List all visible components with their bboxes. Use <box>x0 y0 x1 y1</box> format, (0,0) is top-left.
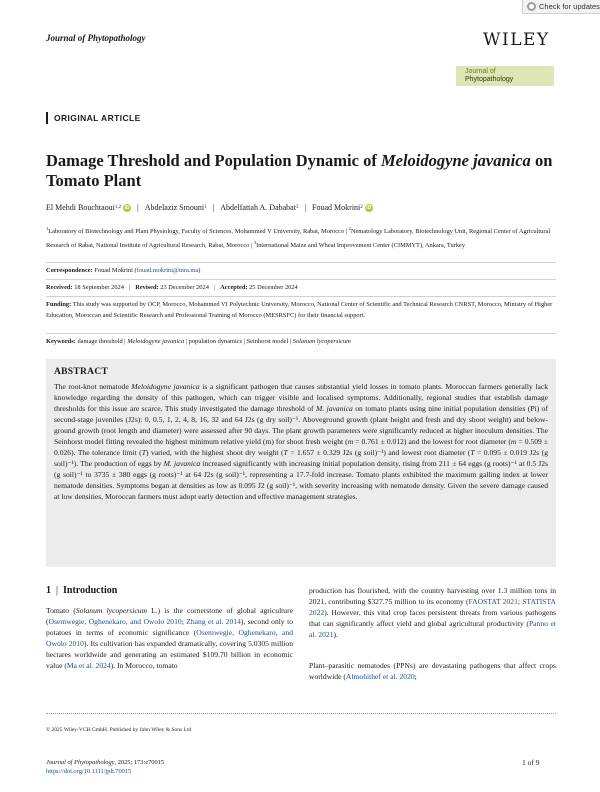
abs-s4i: m <box>510 437 517 446</box>
correspondence-close: ) <box>198 267 201 274</box>
divider <box>46 296 556 297</box>
divider <box>46 279 556 280</box>
accepted-date <box>209 283 298 294</box>
article-dates <box>46 283 556 294</box>
abs-s6: ) varied, with the highest shoot dry weight ( <box>145 448 284 457</box>
journal-logo-line2: Phytopathology <box>465 76 514 83</box>
abstract-text <box>54 381 548 502</box>
abs-s8i: M. javanica <box>163 459 201 468</box>
t: ; <box>517 597 523 606</box>
author-list <box>46 203 373 212</box>
received-label: Received: <box>46 284 73 291</box>
abs-s1: The root-knot nematode <box>54 382 132 391</box>
abs-s8: = 0.095 ± 0.019 J2s (g soil)⁻¹). The production of eggs by <box>54 448 548 468</box>
abs-s2i: M. javanica <box>316 404 353 413</box>
t: L.) is the cornerstone of global agriculture ( <box>46 606 293 626</box>
section-sep: | <box>56 585 59 596</box>
affiliation-1: Laboratory of Biotechnology and Plant Physiology, Faculty of Sciences, Mohammed V University, Rabat, Morocco <box>48 228 345 236</box>
t: production has flourished, with the country harvesting over 1.3 million tons in 2021, contributing $327.75 million to its economy ( <box>309 586 556 606</box>
author-separator: | <box>137 203 139 212</box>
funding <box>46 300 556 321</box>
accepted-label: Accepted: <box>220 284 248 291</box>
author-name[interactable]: Fouad Mokrini <box>312 203 361 212</box>
author-sup: 1,2 <box>114 205 122 210</box>
abs-s3: on tomato plants using nine initial population densities (Pi) of second-stage juveniles (J2s): 0, 0.5, 1, 2, 4, 8, 16, 32 and 64 J2s (g dry soil)⁻¹. Aboveground growth (plant height and fresh and dry shoot weight) and below-ground growth (root length and diameter) were assessed after 90 days. The plant growth parameters were significantly reduced at higher inoculum densities. The Seinhorst model fitting revealed the highest minimum relative yield (m) for shoot fresh weight ( <box>54 404 548 446</box>
abs-s1i: Meloidogyne javanica <box>131 382 200 391</box>
keyword: population dynamics <box>188 338 243 345</box>
abs-s2: is a significant pathogen that causes substantial yield losses in tomato plants. Moroccan farmers generally lack knowledge regarding the density of this pathogen, which can trigger visible and localised symptoms. Additionally, regional studies that establish damage thresholds for this issue are scarce. This study investigated the damage threshold of <box>54 382 548 413</box>
citation-link[interactable]: Ma et al. 2024 <box>66 661 111 670</box>
t: ; <box>181 617 187 626</box>
citation-link[interactable]: Osemwegie, Oghenekaro, and Owolo 2010 <box>48 617 182 626</box>
citation-link[interactable]: Almohithef et al. 2020 <box>345 672 415 681</box>
author-name[interactable]: El Mehdi Bouchtaoui <box>46 203 115 212</box>
citation-link[interactable]: Osemwegie, Oghenekaro, and Owolo 2010 <box>46 628 293 648</box>
keywords-label: Keywords: <box>46 338 76 345</box>
article-type: ORIGINAL ARTICLE <box>46 112 141 124</box>
author-separator: | <box>304 203 307 212</box>
abs-s7i: T <box>470 448 475 457</box>
abstract-heading: ABSTRACT <box>54 367 109 377</box>
journal-logo <box>456 66 554 86</box>
funding-text: This study was supported by OCP, Morocco, Mohammed VI Polytechnic University, Morocco, National Center of Scientific and Technical Research CNRST, Morocco, Ministry of Higher Education, Moroccan and Scientific Research and Professional Training of Morocco (MESRSFC) for their financial support. <box>46 301 553 319</box>
t: Tomato ( <box>46 606 76 615</box>
divider <box>46 333 556 334</box>
journal-header: Journal of Phytopathology <box>46 33 146 43</box>
intro-column-left <box>46 605 293 671</box>
author-sup: 2 <box>360 205 363 210</box>
affiliations: $^1$Laboratory of Biotechnology and Plant Physiology, Faculty of Sciences, Mohammed V University, Rabat, Morocco | $^2$Nematology Laboratory, Biotechnology Unit, Regional Center of Agricultural Research of Rabat, National Institute of Agricultural Research, Rabat, Morocco | $^3$International Maize and Wheat Improvement Center (CIMMYT), Ankara, Turkey <box>46 226 551 249</box>
publisher-logo: WILEY <box>483 30 550 50</box>
title-part2: on Tomato Plant <box>46 151 553 190</box>
correspondence-label: Correspondence: <box>46 267 93 274</box>
intro-paragraph-2 <box>309 660 556 682</box>
abs-s4: = 0.761 ± 0.012) and the lowest for root diameter ( <box>353 437 511 446</box>
revised-label: Revised: <box>135 284 159 291</box>
t: Plant–parasitic nematodes (PPNs) are devastating pathogens that affect crops worldwide ( <box>309 661 556 681</box>
t: ). Its cultivation has expanded dramatically, covering 5.0305 million hectares worldwide and generating an estimated $109.70 billion in economic value ( <box>46 639 293 670</box>
keyword: Solanum lycopersicum <box>292 338 351 345</box>
citation-link[interactable]: STATISTA 2022 <box>309 597 557 617</box>
title-italic: Meloidogyne javanica <box>380 151 531 170</box>
article-title <box>46 151 566 191</box>
keyword: Meloidogyne javanica <box>127 338 185 345</box>
t: Solanum lycopersicum <box>75 606 147 615</box>
abs-s6i: T <box>283 448 288 457</box>
revised-value: 23 December 2024 <box>160 284 209 291</box>
abs-s3i: m <box>347 437 354 446</box>
orcid-icon[interactable]: iD <box>366 204 372 211</box>
funding-label: Funding: <box>46 301 72 308</box>
author-sup: 1 <box>204 205 207 210</box>
t: ; <box>414 672 417 681</box>
orcid-icon[interactable]: iD <box>124 204 130 211</box>
affiliation-2: Nematology Laboratory, Biotechnology Unit, Regional Center of Agricultural Research of Rabat, National Institute of Agricultural Research, Rabat, Morocco <box>46 228 551 249</box>
journal-logo-line1: Journal of <box>465 68 496 75</box>
t: ). In Morocco, tomato <box>110 661 178 670</box>
correspondence-email[interactable]: fouad.mokrini@inra.ma <box>136 267 199 274</box>
author-name[interactable]: Abdelaziz Smouni <box>144 203 205 212</box>
check-for-updates-badge[interactable] <box>522 0 600 14</box>
page-number: 1 of 9 <box>522 758 540 767</box>
author-sup: 3 <box>295 205 299 210</box>
intro-column-right <box>309 585 556 640</box>
section-number: 1 <box>46 585 51 596</box>
affiliation-3: International Maize and Wheat Improvement Center (CIMMYT), Ankara, Turkey <box>256 241 466 249</box>
doi-link[interactable]: https://doi.org/10.1111/jph.70015 <box>46 768 132 775</box>
abs-s5: = 0.509 ± 0.026). The tolerance limit ( <box>54 437 549 457</box>
footer-rule <box>46 713 556 714</box>
received-value: 18 September 2024 <box>74 284 124 291</box>
abs-s5i: T <box>141 448 146 457</box>
author-name[interactable]: Abdelfattah A. Dababat <box>220 203 296 212</box>
correspondence-name: Fouad Mokrini ( <box>94 267 137 274</box>
accepted-value: 25 December 2024 <box>249 284 298 291</box>
abs-s9: increased significantly with increasing initial population density, rising from 211 ± 64 eggs (g roots)⁻¹ at 0.5 J2s (g soil)⁻¹ to 3735 ± 380 eggs (g roots)⁻¹ at 64 J2s (g soil)⁻¹, representing a 17.7-fold increase. Tomato plants exhibited the maximum galling index at lower nematode densities. Symptoms began at densities as low as 0.095 J2 (g soil)⁻¹, with severity increasing with nematode density. Given the severe damage caused at low densities, Moroccan farmers must adopt early detection and effective management strategies. <box>54 459 548 501</box>
keywords: Keywords: damage threshold | Meloidogyne javanica | population dynamics | Seinhorst model | Solanum lycopersicum <box>46 338 351 345</box>
author-separator: | <box>212 203 215 212</box>
title-part1: Damage Threshold and Population Dynamic of <box>46 151 381 170</box>
t: ). However, this vital crop faces persistent threats from various pathogens that can significantly affect yield and global agricultural productivity ( <box>309 608 556 628</box>
citation-link[interactable]: Zhang et al. 2014 <box>186 617 241 626</box>
divider <box>46 262 556 263</box>
section-heading <box>46 585 117 596</box>
t: ), second only to potatoes in terms of economic significance ( <box>46 617 293 637</box>
check-for-updates-label: Check for updates <box>539 2 600 11</box>
correspondence <box>46 266 556 277</box>
citation-link[interactable]: Panno et al. 2021 <box>309 619 556 639</box>
abs-s7: = 1.657 ± 0.329 J2s (g soil)⁻¹) and lowest root diameter ( <box>287 448 471 457</box>
keyword: Seinhorst model <box>246 338 289 345</box>
abstract-box <box>46 359 556 567</box>
section-title: Introduction <box>63 585 118 596</box>
copyright: © 2025 Wiley-VCH GmbH. Published by John Wiley & Sons Ltd <box>46 727 192 733</box>
t: ). <box>333 630 338 639</box>
footer-volume: , 2025; 173:e70015 <box>114 759 165 766</box>
revised-date <box>124 283 209 294</box>
received-date <box>46 283 124 294</box>
journal-citation <box>46 758 164 776</box>
footer-journal: Journal of Phytopathology <box>46 759 115 766</box>
keyword: damage threshold <box>77 338 123 345</box>
citation-link[interactable]: FAOSTAT 2021 <box>468 597 518 606</box>
update-icon <box>527 2 536 11</box>
